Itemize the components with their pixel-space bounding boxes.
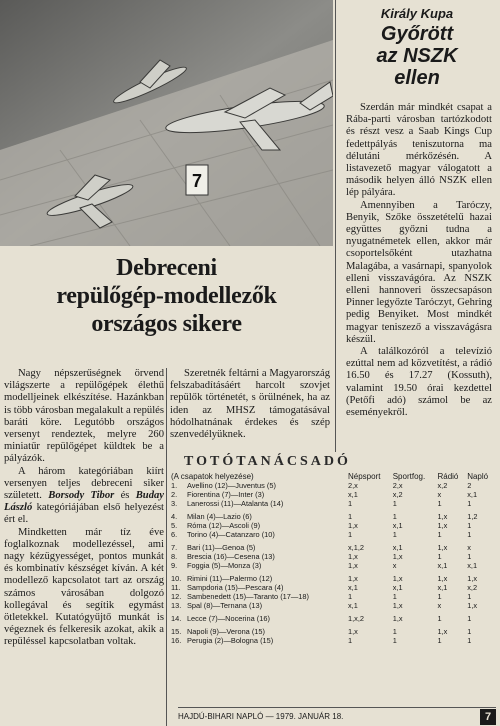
toto-tip-naplo: 1,x [467, 574, 478, 583]
toto-tip-sportfog: x,1 [392, 543, 403, 552]
toto-tip-nepsport: 1,x [347, 552, 358, 561]
toto-row [170, 627, 496, 636]
toto-title: TOTÓTANÁCSADÓ [184, 454, 351, 469]
toto-match-number: 14. [171, 614, 182, 623]
toto-tip-naplo: 2 [467, 481, 472, 490]
toto-match: Avellino (12)—Juventus (5) [186, 481, 276, 490]
toto-match: Perugia (2)—Bologna (15) [186, 636, 274, 645]
toto-tip-naplo: x,2 [467, 583, 478, 592]
toto-match: Foggia (5)—Monza (3) [186, 561, 262, 570]
author-name: Buday László [4, 490, 164, 514]
page-footer [178, 707, 496, 725]
author-name: Borsody Tibor [48, 490, 115, 502]
toto-tip-nepsport: 1 [347, 592, 353, 601]
toto-match-number: 13. [171, 601, 182, 610]
toto-match: Torino (4)—Catanzaro (10) [186, 530, 275, 539]
article-paragraph: Amennyiben a Taróczy, Benyik, Szőke összetételű hazai együttes győzni tudna a nyugatnémetek ellen, akkor már csoportelsőként utazhatna Malagába, a vasárnapi, spanyolok elleni visszavágóra. Az NSZK elleni hannoveri összecsapáson Pinner legyőzte Taróczyt, Gehring pedig Benyiket. Most mindkét magyar teniszező a visszavágásra készül. [346, 199, 492, 345]
toto-tip-nepsport: x,1 [347, 490, 358, 499]
toto-tip-radio: x,2 [437, 481, 448, 490]
toto-tip-nepsport: x,1 [347, 601, 358, 610]
toto-tip-nepsport: 1,x,2 [347, 614, 364, 623]
toto-tip-sportfog: 1,x [392, 574, 403, 583]
toto-row [170, 583, 496, 592]
toto-match: Sampdoria (15)—Pescara (4) [186, 583, 284, 592]
toto-row [170, 543, 496, 552]
sports-article-body [346, 102, 492, 419]
toto-tip-nepsport: 1,x [347, 561, 358, 570]
toto-tip-nepsport: 1 [347, 636, 353, 645]
sports-headline: Győrött az NSZK ellen [376, 23, 458, 89]
toto-tip-nepsport: 1,x [347, 574, 358, 583]
toto-tip-sportfog: 1,x [392, 552, 403, 561]
toto-tip-radio: x [437, 601, 442, 610]
toto-tip-naplo: 1 [467, 636, 472, 645]
toto-tip-sportfog: x [392, 561, 397, 570]
toto-tip-radio: x,1 [437, 561, 448, 570]
toto-header-cell: Sportfog. [392, 472, 426, 481]
article-paragraph: Szerdán már mindkét csapat a Rába-parti városban tartózkodott és részt vesz a Saab Kings Cup fedettpályás teniszutorna ma délutáni mérkőzésén. A listavezető magyar válogatott a második helyen álló NSZK ellen lép pályára. [346, 102, 492, 199]
toto-tip-radio: 1,x [437, 627, 448, 636]
toto-tip-nepsport: x,1 [347, 583, 358, 592]
toto-tip-sportfog: x,1 [392, 521, 403, 530]
toto-tip-sportfog: 1 [392, 512, 397, 521]
toto-match: Milan (4)—Lazio (6) [186, 512, 252, 521]
toto-tip-nepsport: 1 [347, 499, 353, 508]
toto-row [170, 574, 496, 583]
toto-row [170, 512, 496, 521]
article-headline-block [2, 248, 331, 366]
sports-article [342, 0, 492, 89]
toto-match: Bari (11)—Genoa (5) [186, 543, 256, 552]
photo-illustration [0, 0, 333, 246]
toto-tip-nepsport: 2,x [347, 481, 358, 490]
toto-match-number: 15. [171, 627, 182, 636]
toto-tip-naplo: 1,2 [467, 512, 478, 521]
toto-tip-naplo: x,1 [467, 490, 478, 499]
toto-tip-nepsport: 1,x [347, 521, 358, 530]
article-paragraph: Mindketten már tíz éve foglalkoznak modellezéssel, ami nagy kézügyességet, pontos munkát és kombinatív készséget kíván. A két modellező kapcsolatot tart az ország számos városában dolgozó kollegával és segítik egymást ötletekkel. Kutatógyűjtő munkát is végeznek és felkeresik azokat, akik a repüléssel kapcsolatban voltak. [4, 526, 164, 648]
toto-tip-sportfog: 2,x [392, 481, 403, 490]
toto-match-number: 4. [171, 512, 178, 521]
toto-match-number: 11. [171, 583, 181, 592]
article-headline [2, 248, 331, 338]
toto-match-number: 12. [171, 592, 182, 601]
toto-tip-naplo: 1 [467, 499, 472, 508]
toto-row [170, 499, 496, 508]
toto-tip-sportfog: x,2 [392, 490, 403, 499]
toto-row [170, 552, 496, 561]
toto-tip-naplo: 1 [467, 521, 472, 530]
toto-tip-radio: 1 [437, 552, 442, 561]
toto-advice-box [170, 454, 496, 706]
toto-tip-naplo: x,1 [467, 561, 478, 570]
toto-tip-radio: x,1 [437, 583, 448, 592]
footer-masthead: HAJDÚ-BIHARI NAPLÓ — 1979. JANUÁR 18. [178, 712, 344, 721]
toto-tip-radio: 1,x [437, 521, 448, 530]
toto-row [170, 530, 496, 539]
toto-tip-radio: 1 [437, 592, 442, 601]
toto-tip-nepsport: 1 [347, 512, 353, 521]
toto-tip-radio: x [437, 490, 442, 499]
toto-tip-radio: 1,x [437, 512, 448, 521]
article-paragraph: A találkozóról a televízió ezúttal nem ad közvetítést, a rádió 16.50 és 17.27 (Kossuth), valamint 19.50 órai kezdettel (Petőfi adó) számol be az eseményekről. [346, 346, 492, 419]
page-number: 7 [480, 709, 496, 725]
headline-line-2: repülőgép-modellezők [56, 283, 277, 309]
toto-tip-naplo: 1 [467, 614, 472, 623]
toto-match: Napoli (9)—Verona (15) [186, 627, 265, 636]
model-airplanes-photo [0, 0, 333, 246]
toto-tip-naplo: 1 [467, 552, 472, 561]
toto-match-number: 10. [171, 574, 182, 583]
article-paragraph: A három kategóriában kiírt versenyen teljes debreceni siker született. Borsody Tibor és Buday László kategóriájában első helyezést ért el. [4, 465, 165, 526]
headline-line-1: Debreceni [116, 255, 217, 281]
toto-header-row [170, 472, 496, 481]
toto-match: Rimini (11)—Palermo (12) [186, 574, 273, 583]
sports-kicker: Király Kupa [380, 6, 454, 21]
toto-match-number: 7. [171, 543, 178, 552]
column-divider-right [335, 0, 336, 452]
toto-row [170, 614, 496, 623]
toto-match: Brescia (16)—Cesena (13) [186, 552, 275, 561]
toto-row [170, 592, 496, 601]
article-column-2 [170, 368, 330, 441]
toto-match-number: 6. [171, 530, 178, 539]
toto-tip-radio: 1 [437, 530, 442, 539]
toto-match-number: 2. [171, 490, 178, 499]
toto-tip-sportfog: 1 [392, 592, 397, 601]
toto-tip-naplo: 1 [467, 592, 472, 601]
toto-match: Lanerossi (11)—Atalanta (14) [186, 499, 284, 508]
toto-tip-radio: 1 [437, 636, 442, 645]
toto-match-number: 8. [171, 552, 178, 561]
toto-match: Lecce (7)—Nocerina (16) [186, 614, 270, 623]
toto-tip-radio: 1,x [437, 574, 448, 583]
toto-header-cell: Rádió [437, 472, 459, 481]
toto-tip-radio: 1,x [437, 543, 448, 552]
toto-tip-nepsport: x,1,2 [347, 543, 364, 552]
article-paragraph: Szeretnék feltárni a Magyarország felszabadításáért harcolt szovjet repülők történetét, s örülnének, ha az iden az MHSZ támogatásával hódolhatnának érdekes és szép szenvedélyüknek. [170, 368, 330, 441]
toto-header-cell: (A csapatok helyezése) [171, 472, 254, 481]
toto-row [170, 636, 496, 645]
toto-match-number: 9. [171, 561, 178, 570]
toto-tip-nepsport: 1,x [347, 627, 358, 636]
toto-match-number: 3. [171, 499, 178, 508]
toto-tip-radio: 1 [437, 614, 442, 623]
toto-match-number: 1. [171, 481, 178, 490]
toto-table [170, 472, 496, 645]
toto-tip-sportfog: 1 [392, 530, 397, 539]
toto-tip-naplo: 1 [467, 530, 472, 539]
toto-header-cell: Népsport [347, 472, 381, 481]
toto-header-cell: Napló [467, 472, 489, 481]
toto-tip-nepsport: 1 [347, 530, 353, 539]
toto-tip-sportfog: 1 [392, 636, 397, 645]
column-divider [166, 368, 167, 726]
toto-row [170, 481, 496, 490]
photo-number-tag: 7 [191, 171, 203, 191]
toto-row [170, 490, 496, 499]
toto-match-number: 5. [171, 521, 178, 530]
toto-tip-sportfog: 1 [392, 499, 397, 508]
toto-tip-sportfog: 1,x [392, 614, 403, 623]
toto-row [170, 601, 496, 610]
toto-tip-sportfog: x,1 [392, 583, 403, 592]
toto-match: Spal (8)—Ternana (13) [186, 601, 263, 610]
headline-line-3: országos sikere [91, 311, 242, 337]
toto-row [170, 521, 496, 530]
toto-match-number: 16. [171, 636, 182, 645]
toto-match: Róma (12)—Ascoli (9) [186, 521, 261, 530]
article-column-1 [4, 368, 164, 649]
toto-row [170, 561, 496, 570]
toto-tip-sportfog: 1,x [392, 601, 403, 610]
toto-tip-sportfog: 1 [392, 627, 397, 636]
toto-match: Sambenedett (15)—Taranto (17—18) [186, 592, 309, 601]
article-paragraph: Nagy népszerűségnek örvend világszerte a repülőgépek élethű modelljeinek elkészítése. Hazánkban is több városban megalakult a repülés baráti köre. Legutóbb országos versenyt rendeztek, melyre 260 miniatűr repülőgépet küldtek be a pályázók. [4, 368, 164, 465]
toto-tip-radio: 1 [437, 499, 442, 508]
toto-tip-naplo: 1 [467, 627, 472, 636]
toto-tip-naplo: 1,x [467, 601, 478, 610]
toto-match: Fiorentina (7)—Inter (3) [186, 490, 265, 499]
toto-tip-naplo: x [467, 543, 471, 552]
